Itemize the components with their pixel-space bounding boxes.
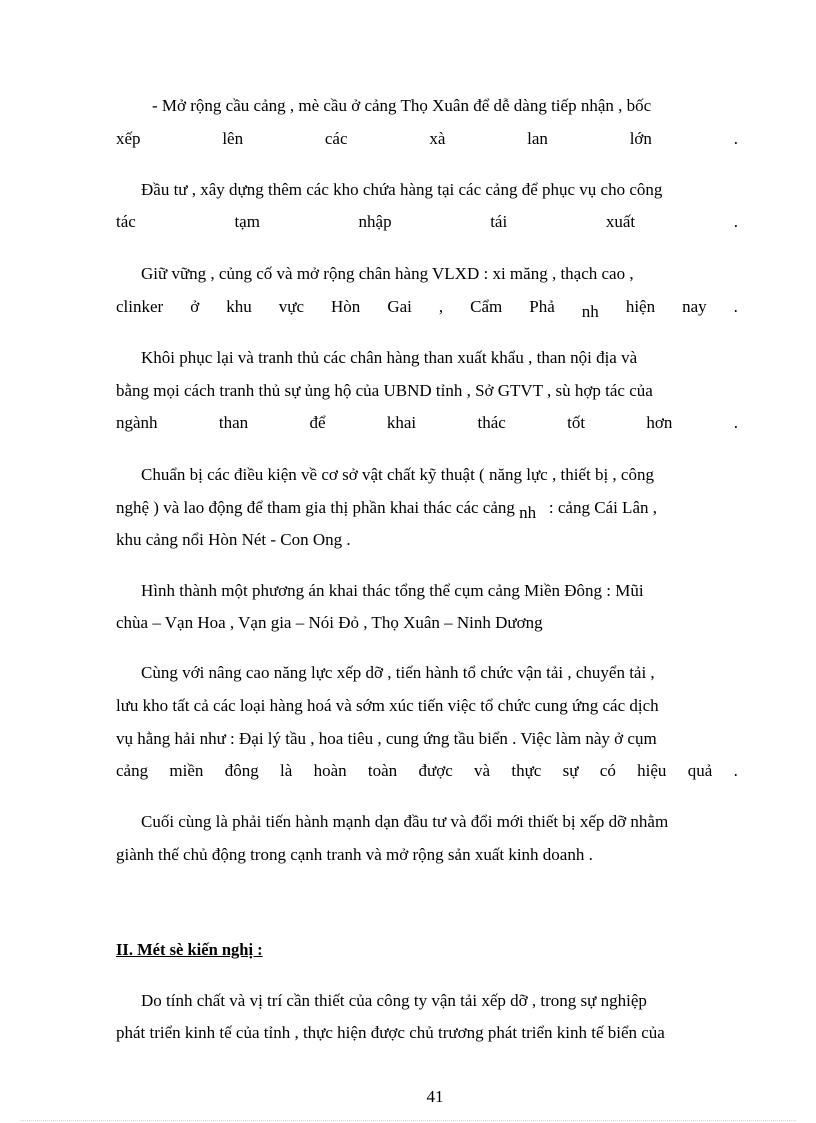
word: có: [599, 761, 616, 780]
paragraph-7-line-3: vụ hằng hải như : Đại lý tầu , hoa tiêu , cung ứng tầu biển . Việc làm này ở cụm: [116, 729, 657, 748]
paragraph-2-line-1: Đầu tư , xây dựng thêm các kho chứa hàng tại các cảng để phục vụ cho công: [141, 180, 663, 199]
word: Phả: [529, 297, 555, 316]
word: Hòn: [331, 297, 361, 316]
word: hiệu: [637, 761, 667, 780]
word: lan: [527, 129, 548, 148]
word: hoàn: [313, 761, 347, 780]
word: tạm: [234, 212, 260, 231]
word: được: [418, 761, 453, 780]
word: vực: [278, 297, 305, 316]
subscript-fragment: nh: [519, 503, 537, 522]
word: cảng: [116, 761, 149, 780]
word: tốt: [567, 413, 586, 432]
word: Cẩm: [470, 297, 503, 316]
word: hiện: [625, 297, 656, 316]
word: tác: [116, 212, 136, 231]
word: .: [733, 297, 738, 316]
section-heading: II. Mét sè kiến nghị :: [116, 940, 263, 959]
paragraph-5-line-1: Chuẩn bị các điều kiện về cơ sở vật chất kỹ thuật ( năng lực , thiết bị , công: [141, 465, 654, 484]
paragraph-3-line-2: [116, 296, 738, 321]
word: quả: [687, 761, 713, 780]
line-text: : cảng Cái Lân ,: [548, 498, 657, 517]
word: là: [279, 761, 293, 780]
word: khai: [386, 413, 417, 432]
word: than: [218, 413, 249, 432]
line-text: nghệ ) và lao động để tham gia thị phần khai thác các cảng: [116, 498, 515, 517]
word: thác: [477, 413, 506, 432]
paragraph-5-line-2: [116, 497, 738, 522]
paragraph-7-line-1: Cùng với nâng cao năng lực xếp dỡ , tiến hành tổ chức vận tải , chuyển tải ,: [141, 663, 655, 682]
word: .: [733, 413, 738, 432]
paragraph-4-line-3: [116, 412, 738, 434]
closing-paragraph-line-1: Do tính chất và vị trí cần thiết của công ty vận tải xếp dỡ , trong sự nghiệp: [141, 991, 647, 1010]
word: sự: [562, 761, 579, 780]
word: .: [733, 761, 738, 780]
word: Gai: [387, 297, 412, 316]
word: .: [733, 212, 738, 231]
paragraph-1-line-1: - Mở rộng cầu cảng , mè cầu ở cảng Thọ Xuân để dễ dàng tiếp nhận , bốc: [152, 96, 652, 115]
paragraph-3-line-1: Giữ vững , củng cố và mở rộng chân hàng VLXD : xi măng , thạch cao ,: [141, 264, 634, 283]
word: xếp: [116, 129, 141, 148]
word: tái: [490, 212, 508, 231]
word: lớn: [629, 129, 652, 148]
paragraph-1-line-2: [116, 128, 738, 150]
word: khu: [226, 297, 252, 316]
word: ngành: [116, 413, 158, 432]
page-number: 41: [426, 1087, 444, 1106]
paragraph-6-line-1: Hình thành một phương án khai thác tổng thể cụm cảng Miền Đông : Mũi: [141, 581, 644, 600]
paragraph-4-line-1: Khôi phục lại và tranh thủ các chân hàng than xuất khẩu , than nội địa và: [141, 348, 638, 367]
word: toàn: [367, 761, 398, 780]
paragraph-7-line-2: lưu kho tất cả các loại hàng hoá và sớm xúc tiến việc tổ chức cung ứng các dịch: [116, 696, 659, 715]
paragraph-5-line-3: khu cảng nổi Hòn Nét - Con Ong .: [116, 530, 351, 549]
word: và: [474, 761, 491, 780]
paragraph-7-line-4: [116, 760, 738, 782]
word: xà: [429, 129, 446, 148]
footer-divider: [20, 1120, 796, 1121]
paragraph-8-line-2: giành thế chủ động trong cạnh tranh và mở rộng sản xuất kinh doanh .: [116, 845, 593, 864]
closing-paragraph-line-2: phát triển kinh tế của tỉnh , thực hiện được chủ trương phát triển kinh tế biển của: [116, 1023, 665, 1042]
word: đông: [224, 761, 259, 780]
word: ở: [190, 297, 200, 316]
word: .: [733, 129, 738, 148]
paragraph-8-line-1: Cuối cùng là phải tiến hành mạnh dạn đầu tư và đổi mới thiết bị xếp dỡ nhằm: [141, 812, 669, 831]
word: clinker: [116, 297, 164, 316]
word: để: [309, 413, 326, 432]
paragraph-6-line-2: chùa – Vạn Hoa , Vạn gia – Nói Đỏ , Thọ Xuân – Ninh Dương: [116, 613, 543, 632]
word: nhập: [358, 212, 392, 231]
word: thực: [511, 761, 542, 780]
word: hơn: [646, 413, 673, 432]
word: nay: [682, 297, 707, 316]
paragraph-2-line-2: [116, 211, 738, 233]
paragraph-4-line-2: bằng mọi cách tranh thủ sự ủng hộ của UBND tỉnh , Sở GTVT , sù hợp tác của: [116, 381, 653, 400]
word: các: [324, 129, 348, 148]
word: xuất: [605, 212, 636, 231]
subscript-fragment: nh: [581, 302, 599, 321]
word: ,: [438, 297, 444, 316]
word: lên: [222, 129, 244, 148]
word: miền: [169, 761, 204, 780]
